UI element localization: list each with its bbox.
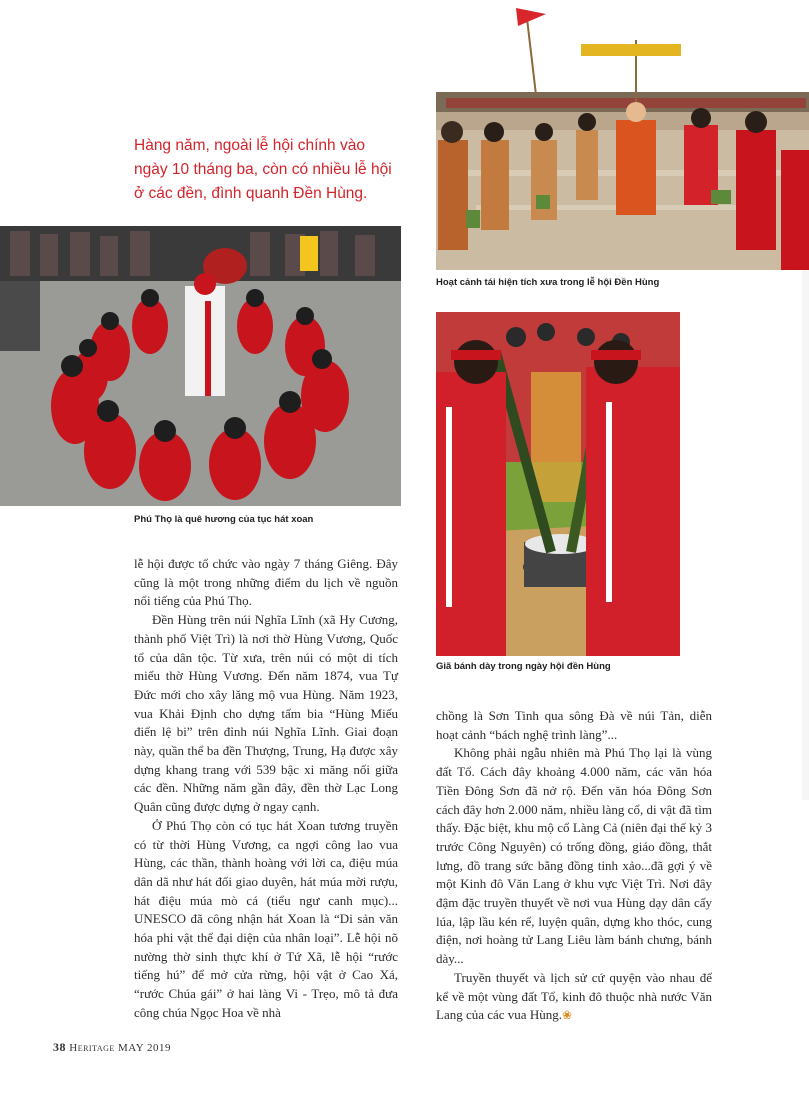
page-number: 38 <box>53 1040 66 1054</box>
day-cake-photo-caption: Giã bánh dày trong ngày hội đền Hùng <box>436 661 611 672</box>
pull-quote: Hàng năm, ngoài lễ hội chính vào ngày 10 tháng ba, còn có nhiều lễ hội ở các đền, đình quanh Đền Hùng. <box>134 137 392 202</box>
xoan-photo-caption: Phú Thọ là quê hương của tục hát xoan <box>134 514 314 525</box>
paragraph: chồng là Sơn Tinh qua sông Đà về núi Tản, diễn hoạt cảnh “bách nghệ trình làng”... <box>436 708 712 742</box>
xoan-singing-photo <box>0 226 401 506</box>
left-column <box>134 555 398 1023</box>
magazine-name: Heritage <box>69 1042 115 1054</box>
paragraph: Không phải ngẫu nhiên mà Phú Thọ lại là vùng đất Tổ. Cách đây khoảng 4.000 năm, các văn hóa Tiền Đông Sơn đã nở rộ. Đến văn hóa Đông Sơn cách đây hơn 2.000 năm, nhiều làng cổ, di vật đã tìm thấy. Đặc biệt, khu mộ cổ Làng Cả (niên đại thế kỷ 3 trước Công Nguyên) có trống đồng, giáo đồng, thắt lưng, đồ trang sức bằng đồng tinh xảo...đã gợi ý về một Kinh đô Văn Lang ở khu vực Việt Trì. Nơi đây đậm đặc truyền thuyết về nơi vua Hùng dạy dân cấy lúa, lập lầu kén rể, luyện quân, dựng kho thóc, cung điện, nơi hoàng tử Lang Liêu làm bánh chưng, bánh dày... <box>436 745 712 967</box>
page-footer <box>53 1040 171 1055</box>
right-column <box>436 707 712 1025</box>
lotus-icon: ❀ <box>561 1008 573 1023</box>
day-cake-pounding-photo <box>436 312 680 656</box>
paragraph: Đền Hùng trên núi Nghĩa Lĩnh (xã Hy Cương, thành phố Việt Trì) là nơi thờ Hùng Vương, Quốc tổ của dân tộc. Từ xưa, trên núi có một di tích miếu thờ Hùng Vương. Đến năm 1874, vua Tự Đức mới cho xây lăng mộ vua Hùng. Năm 1923, vua Khải Định cho dựng tấm bia “Hùng Miếu điển lệ bi” trên đỉnh núi Nghĩa Lĩnh. Giai đoạn này, quần thể ba đền Thượng, Trung, Hạ được xây dựng khang trang với 539 bậc xi măng nối giữa các đền. Những năm gần đây, đền thờ Lạc Long Quân cũng được dựng ở ngay cạnh. <box>134 612 398 815</box>
paragraph: lễ hội được tổ chức vào ngày 7 tháng Giêng. Đây cũng là một trong những điểm du lịch về nguồn nổi tiếng của Phú Thọ. <box>134 556 398 609</box>
festival-reenactment-photo <box>436 0 809 270</box>
festival-photo-caption: Hoạt cảnh tái hiện tích xưa trong lễ hội Đền Hùng <box>436 277 660 288</box>
paragraph <box>436 969 712 1025</box>
closing-sentence: Truyền thuyết và lịch sử cứ quyện vào nhau để kể về một vùng đất Tổ, kinh đô thuộc nhà nước Văn Lang của các vua Hùng. <box>436 969 712 1023</box>
issue-date: MAY 2019 <box>118 1042 172 1054</box>
paragraph: Ở Phú Thọ còn có tục hát Xoan tương truyền có từ thời Hùng Vương, ca ngợi công lao vua Hùng, các thần, thành hoàng với lời ca, điệu múa dân dã như hát đối giao duyên, hát múa mời rượu, hát điệu múa mò cá (tiểu ngư canh mục)... UNESCO đã công nhận hát Xoan là “Di sản văn hóa phi vật thể đại diện của nhân loại”. Lễ hội nõ nường thờ sinh thực khí ở Tứ Xã, lễ hội “rước tiếng hú” để mở cửa rừng, hội vật ở Cao Xá, “rước Chúa gái” ở hai làng Vi - Trẹo, mô tả đưa công chúa Ngọc Hoa về nhà <box>134 817 398 1020</box>
